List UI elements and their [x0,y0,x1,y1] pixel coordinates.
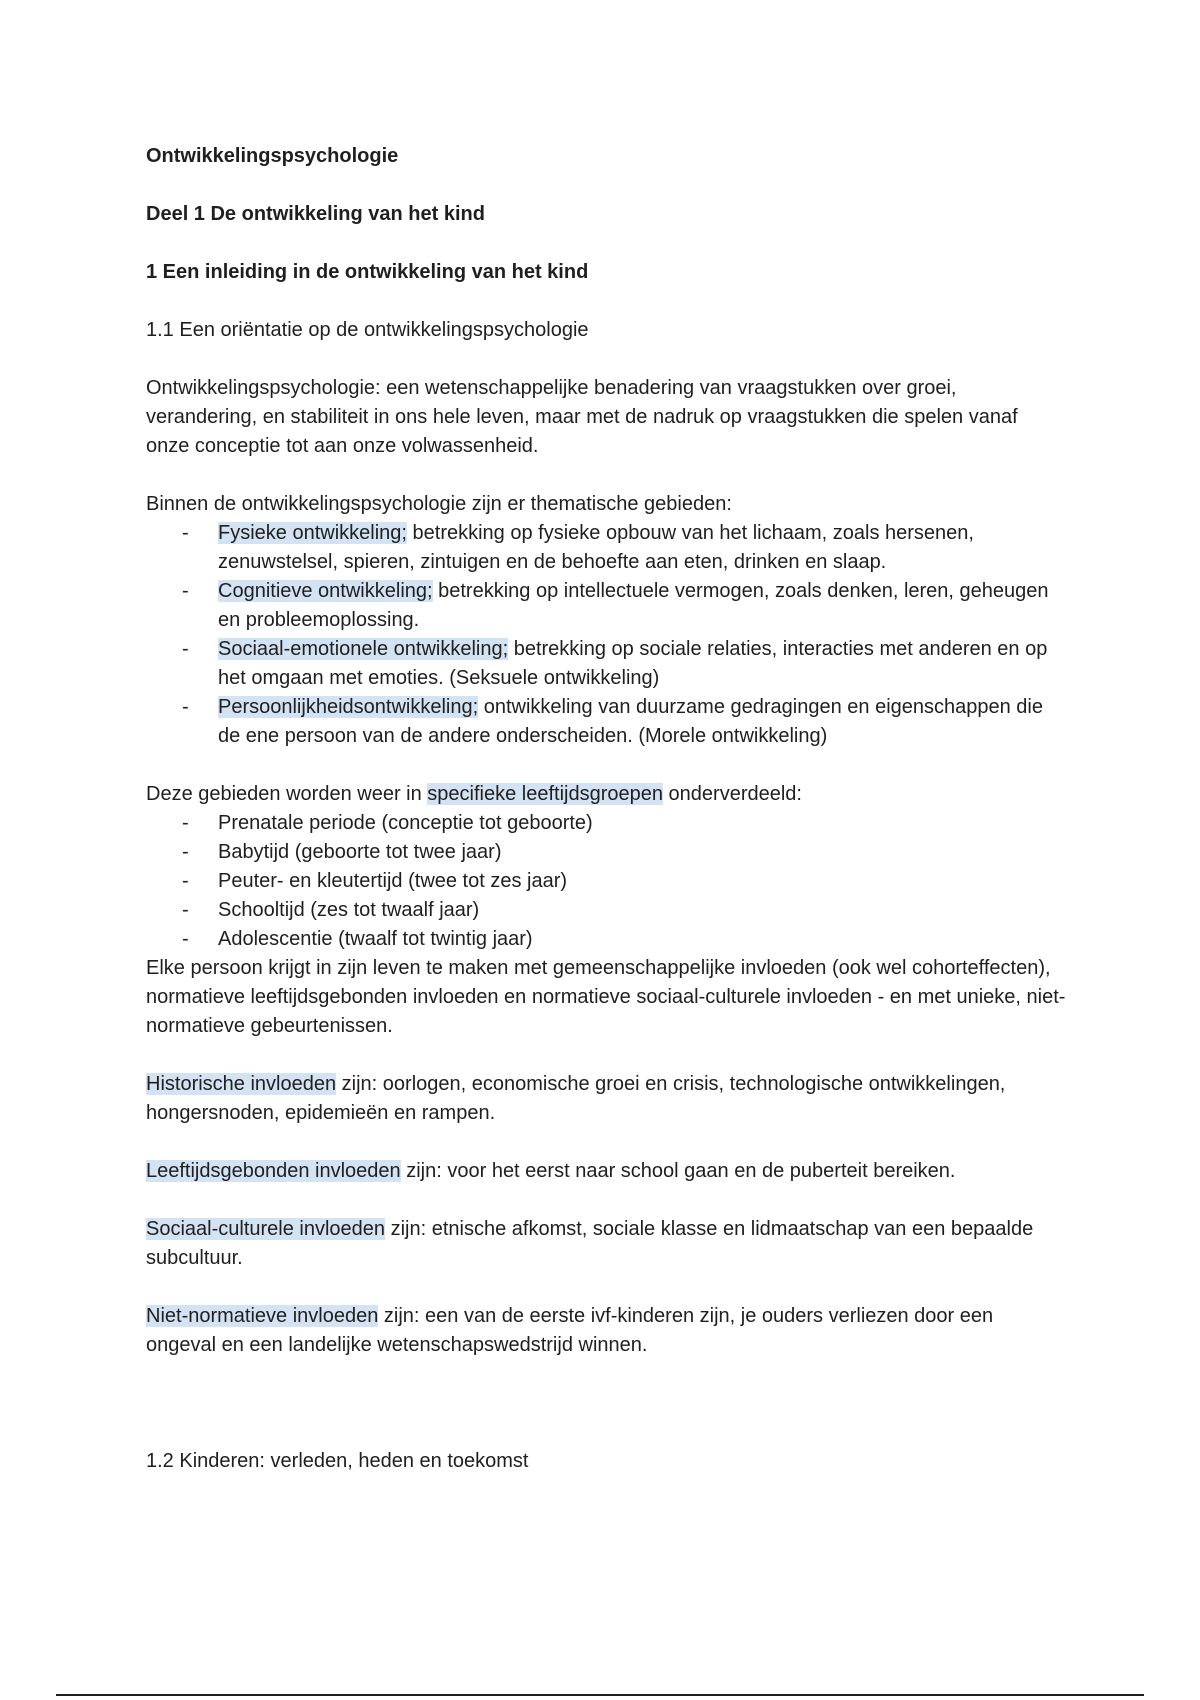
list-item-text: Babytijd (geboorte tot twee jaar) [218,841,502,863]
dash-bullet: - [182,928,189,950]
highlighted-term: specifieke leeftijdsgroepen [427,783,663,805]
list-item-text: betrekking op fysieke opbouw van het lichaam, zoals hersenen, zenuwstelsel, spieren, zintuigen en de behoefte aan eten, drinken en slaap. [218,522,974,573]
historic-paragraph [146,1070,1066,1128]
areas-intro: Binnen de ontwikkelingspsychologie zijn er thematische gebieden: [146,493,732,515]
list-item [146,896,1066,925]
document-title: Ontwikkelingspsychologie [146,145,399,167]
ages-list [146,809,1066,954]
list-item-text: Prenatale periode (conceptie tot geboorte) [218,812,593,834]
highlighted-term: Niet-normatieve invloeden [146,1305,379,1327]
dash-bullet: - [182,841,189,863]
social-paragraph [146,1215,1066,1273]
dash-bullet: - [182,522,189,544]
list-item-text: Adolescentie (twaalf tot twintig jaar) [218,928,533,950]
list-item [146,519,1066,577]
list-item [146,577,1066,635]
list-item-text: betrekking op intellectuele vermogen, zoals denken, leren, geheugen en probleemoplossing. [218,580,1049,631]
dash-bullet: - [182,696,189,718]
highlighted-term: Sociaal-culturele invloeden [146,1218,386,1240]
paragraph-text: zijn: etnische afkomst, sociale klasse en lidmaatschap van een bepaalde subcultuur. [146,1218,1034,1269]
dash-bullet: - [182,812,189,834]
list-item-text: ontwikkeling van duurzame gedragingen en eigenschappen die de ene persoon van de andere onderscheiden. (Morele ontwikkeling) [218,696,1043,747]
highlighted-term: Leeftijdsgebonden invloeden [146,1160,401,1182]
ages-intro-text: Deze gebieden worden weer in [146,783,428,805]
age-influences-paragraph [146,1157,1066,1186]
list-item [146,809,1066,838]
list-item-text: Peuter- en kleutertijd (twee tot zes jaar) [218,870,568,892]
highlighted-term: Historische invloeden [146,1073,337,1095]
paragraph-text: zijn: oorlogen, economische groei en crisis, technologische ontwikkelingen, hongersnoden, epidemieën en rampen. [146,1073,1006,1124]
list-item-text: Schooltijd (zes tot twaalf jaar) [218,899,480,921]
highlighted-term: Cognitieve ontwikkeling; [218,580,433,602]
dash-bullet: - [182,580,189,602]
ages-intro [146,780,1066,809]
page-bottom-rule [56,1694,1144,1696]
influences-paragraph: Elke persoon krijgt in zijn leven te maken met gemeenschappelijke invloeden (ook wel cohorteffecten), normatieve leeftijdsgebonden invloeden en normatieve sociaal-culturele invloeden - en met unieke, niet-normatieve gebeurtenissen. [146,957,1066,1037]
dash-bullet: - [182,638,189,660]
nonnormative-paragraph [146,1302,1066,1360]
list-item-text: betrekking op sociale relaties, interacties met anderen en op het omgaan met emoties. (Seksuele ontwikkeling) [218,638,1048,689]
highlighted-term: Fysieke ontwikkeling; [218,522,407,544]
list-item [146,925,1066,954]
areas-list [146,519,1066,751]
part-heading: Deel 1 De ontwikkeling van het kind [146,203,485,225]
document-page [146,142,1066,1476]
ages-intro-text-end: onderverdeeld: [663,783,802,805]
section-heading-1-2: 1.2 Kinderen: verleden, heden en toekomst [146,1450,529,1472]
chapter-heading: 1 Een inleiding in de ontwikkeling van het kind [146,261,589,283]
dash-bullet: - [182,899,189,921]
highlighted-term: Sociaal-emotionele ontwikkeling; [218,638,509,660]
list-item [146,693,1066,751]
definition-paragraph: Ontwikkelingspsychologie: een wetenschappelijke benadering van vraagstukken over groei, verandering, en stabiliteit in ons hele leven, maar met de nadruk op vraagstukken die spelen vanaf onze conceptie tot aan onze volwassenheid. [146,377,1018,457]
highlighted-term: Persoonlijkheidsontwikkeling; [218,696,479,718]
list-item [146,867,1066,896]
section-heading-1-1: 1.1 Een oriëntatie op de ontwikkelingspsychologie [146,319,589,341]
dash-bullet: - [182,870,189,892]
list-item [146,838,1066,867]
paragraph-text: zijn: een van de eerste ivf-kinderen zijn, je ouders verliezen door een ongeval en een landelijke wetenschapswedstrijd winnen. [146,1305,994,1356]
list-item [146,635,1066,693]
paragraph-text: zijn: voor het eerst naar school gaan en de puberteit bereiken. [400,1160,956,1182]
